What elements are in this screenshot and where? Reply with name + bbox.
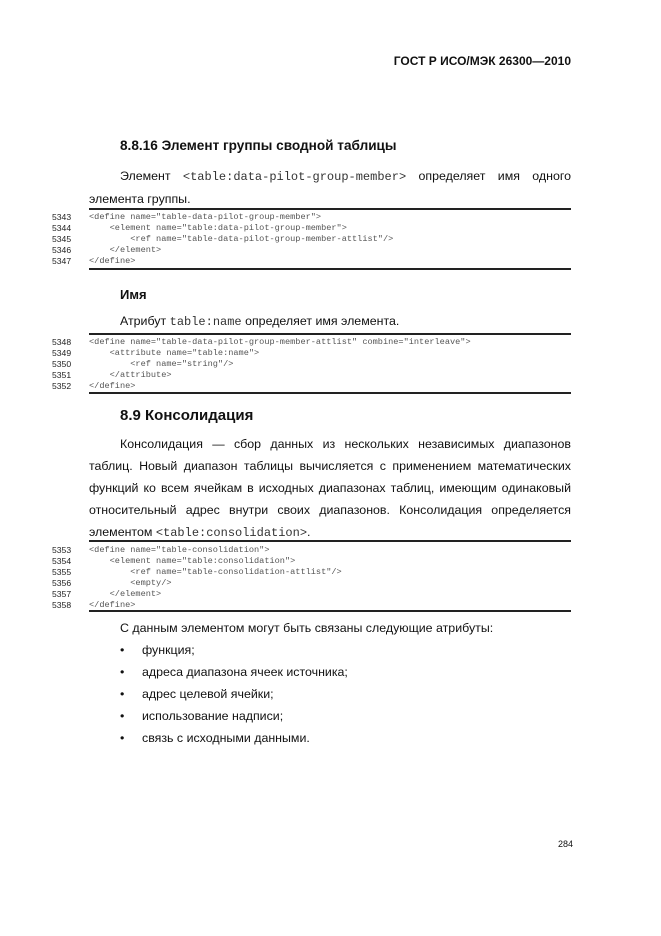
bullet-icon: • [120,709,125,723]
line-number: 5354 [52,556,72,566]
paragraph-name-attribute [89,310,571,333]
list-item-text: адрес целевой ячейки; [142,687,274,701]
code-block-bottom-rule [89,392,571,394]
code-text: <ref name="table-data-pilot-group-member-attlist"/> [89,234,394,244]
line-number: 5345 [52,234,72,244]
line-number: 5346 [52,245,72,255]
section-heading-8-8-16: 8.8.16 Элемент группы сводной таблицы [120,138,397,153]
line-number: 5348 [52,337,72,347]
line-number: 5358 [52,600,72,610]
paragraph-text: Консолидация — сбор данных из нескольких независимых диапазонов таблиц. Новый диапазон таблицы вычисляется с применением математических функций ко всем ячейкам в исходных диапазонах таблиц, имеющим одинаковый относительный адрес внутри своих диапазонов. Консолидация определяется элементом [89,437,571,539]
line-number: 5350 [52,359,72,369]
line-number: 5343 [52,212,72,222]
code-block-bottom-rule [89,610,571,612]
code-block-top-rule [89,208,571,210]
bullet-icon: • [120,665,125,679]
code-text: </define> [89,600,136,610]
bullet-icon: • [120,731,125,745]
section-heading-8-9: 8.9 Консолидация [120,407,254,424]
code-text: <attribute name="table:name"> [89,348,260,358]
line-number: 5353 [52,545,72,555]
line-number: 5355 [52,567,72,577]
line-number: 5344 [52,223,72,233]
paragraph-text: определяет имя одного элемента группы. [89,169,571,206]
code-text: </element> [89,245,162,255]
attributes-intro: С данным элементом могут быть связаны следующие атрибуты: [120,621,494,635]
inline-code: table:name [169,315,242,329]
bullet-icon: • [120,643,125,657]
list-item-text: адреса диапазона ячеек источника; [142,665,348,679]
code-text: <empty/> [89,578,172,588]
code-text: <define name="table-data-pilot-group-member-attlist" combine="interleave"> [89,337,471,347]
list-item-text: использование надписи; [142,709,284,723]
inline-code: <table:consolidation> [155,526,308,540]
page-number: 284 [558,839,574,849]
subheading-name: Имя [120,287,147,302]
code-text: <ref name="string"/> [89,359,234,369]
line-number: 5349 [52,348,72,358]
code-text: <define name="table-data-pilot-group-member"> [89,212,322,222]
code-block-top-rule [89,333,571,335]
paragraph-element-description [89,165,571,210]
paragraph-text: . [307,525,311,539]
paragraph-text: Атрибут [120,314,170,328]
list-item-text: связь с исходными данными. [142,731,310,745]
line-number: 5351 [52,370,72,380]
code-text: </element> [89,589,162,599]
paragraph-consolidation [89,433,571,544]
code-text: </attribute> [89,370,172,380]
code-block-bottom-rule [89,268,571,270]
line-number: 5347 [52,256,72,266]
line-number: 5356 [52,578,72,588]
code-text: <ref name="table-consolidation-attlist"/> [89,567,342,577]
line-number: 5357 [52,589,72,599]
document-header: ГОСТ Р ИСО/МЭК 26300—2010 [393,54,571,68]
code-block-top-rule [89,540,571,542]
code-text: <element name="table:consolidation"> [89,556,296,566]
code-text: </define> [89,256,136,266]
paragraph-text: Элемент [120,169,183,183]
code-text: <element name="table:data-pilot-group-member"> [89,223,347,233]
code-text: <define name="table-consolidation"> [89,545,270,555]
list-item-text: функция; [142,643,195,657]
inline-code: <table:data-pilot-group-member> [182,170,407,184]
code-text: </define> [89,381,136,391]
paragraph-text: определяет имя элемента. [241,314,400,328]
bullet-icon: • [120,687,125,701]
line-number: 5352 [52,381,72,391]
